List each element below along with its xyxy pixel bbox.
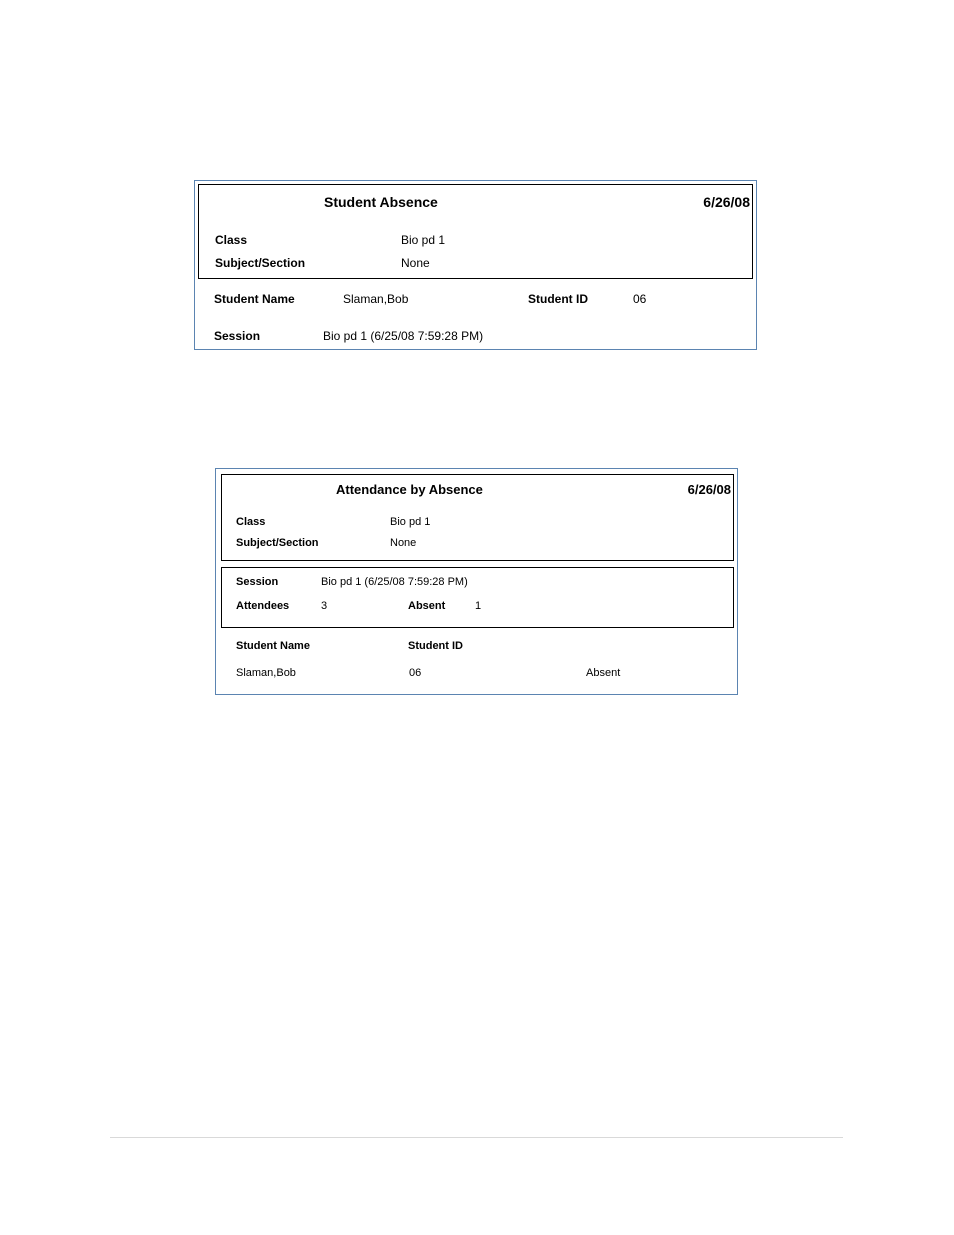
attendees-value: 3	[321, 600, 328, 612]
row-student-name: Slaman,Bob	[236, 667, 296, 679]
absent-value: 1	[475, 600, 482, 612]
class-label: Class	[236, 516, 266, 528]
student-id-label: Student ID	[528, 292, 588, 306]
row-status: Absent	[586, 667, 621, 679]
student-id-value: 06	[633, 292, 647, 306]
report-date: 6/26/08	[687, 482, 731, 497]
subject-value: None	[390, 537, 417, 549]
session-value: Bio pd 1 (6/25/08 7:59:28 PM)	[323, 329, 484, 343]
session-value: Bio pd 1 (6/25/08 7:59:28 PM)	[321, 576, 468, 588]
report-title: Student Absence	[324, 194, 438, 210]
attendance-by-absence-report	[215, 468, 738, 695]
column-header-student-name: Student Name	[236, 640, 310, 652]
session-label: Session	[214, 329, 261, 343]
subject-label: Subject/Section	[215, 256, 306, 270]
report-header	[221, 474, 734, 561]
subject-label: Subject/Section	[236, 537, 319, 549]
student-absence-report	[194, 180, 757, 350]
session-label: Session	[236, 576, 279, 588]
class-value: Bio pd 1	[390, 516, 431, 528]
student-name-label: Student Name	[214, 292, 295, 306]
report-header	[198, 184, 753, 279]
class-value: Bio pd 1	[401, 233, 446, 247]
row-student-id: 06	[409, 667, 422, 679]
student-name-value: Slaman,Bob	[343, 292, 409, 306]
subject-value: None	[401, 256, 430, 270]
session-summary	[221, 567, 734, 628]
class-label: Class	[215, 233, 248, 247]
footer-divider	[110, 1137, 843, 1138]
absent-label: Absent	[408, 600, 446, 612]
column-header-student-id: Student ID	[408, 640, 463, 652]
report-title: Attendance by Absence	[336, 482, 483, 497]
attendees-label: Attendees	[236, 600, 290, 612]
report-date: 6/26/08	[703, 194, 750, 210]
